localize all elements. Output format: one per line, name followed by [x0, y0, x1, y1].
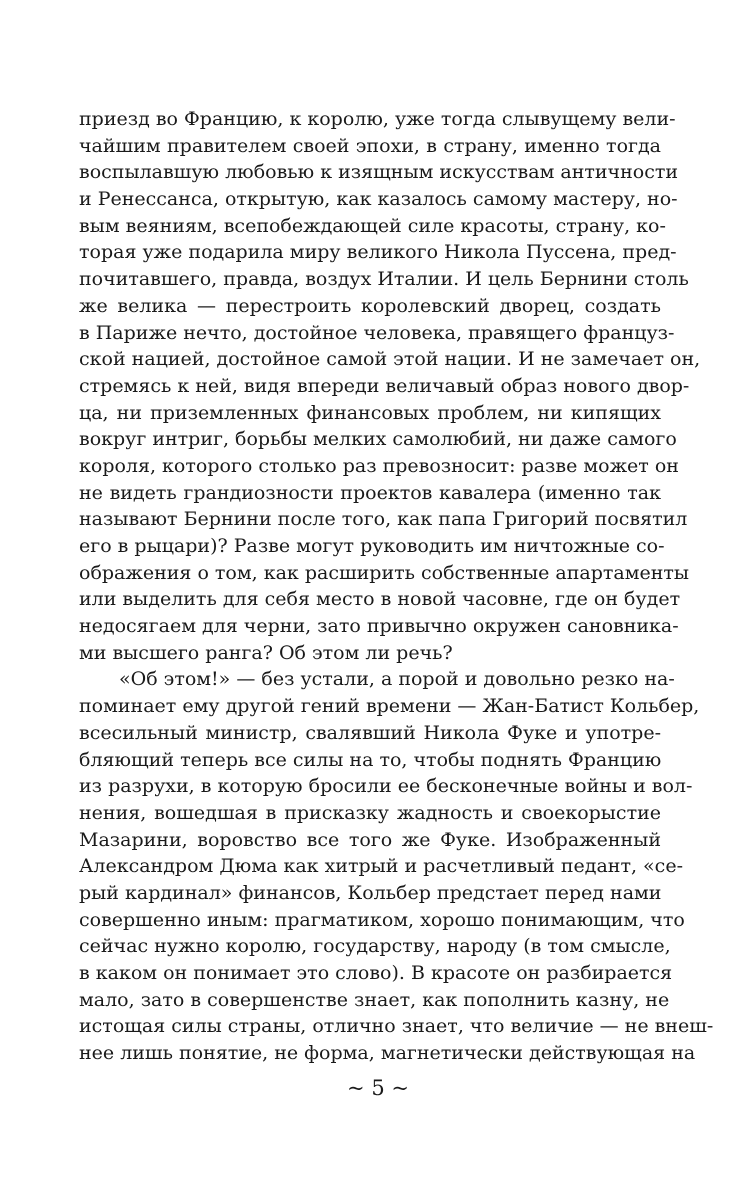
text-line: чайшим правителем своей эпохи, в страну, именно тогда — [79, 134, 661, 157]
text-line: истощая силы страны, отлично знает, что величие — не внеш- — [79, 1015, 714, 1038]
text-line: в Париже нечто, достойное человека, правящего француз- — [79, 321, 675, 344]
paragraph — [79, 106, 701, 666]
text-line: мало, зато в совершенстве знает, как пополнить казну, не — [79, 988, 670, 1011]
text-line: сейчас нужно королю, государству, народу (в том смысле, — [79, 935, 671, 958]
text-line: ми высшего ранга? Об этом ли речь? — [79, 641, 453, 664]
text-line: совершенно иным: прагматиком, хорошо понимающим, что — [79, 908, 685, 931]
text-line: ской нацией, достойное самой этой нации. И не замечает он, — [79, 348, 701, 371]
text-line: его в рыцари)? Разве могут руководить им ничтожные со- — [79, 535, 665, 557]
text-line: рый кардинал» финансов, Кольбер предстает перед нами — [79, 881, 662, 904]
text-line: и Ренессанса, открытую, как казалось самому мастеру, но- — [79, 188, 678, 211]
text-line: ображения о том, как расширить собственные апартаменты — [79, 561, 690, 584]
text-line: ца, ни приземленных финансовых проблем, ни кипящих — [79, 401, 661, 424]
text-line: называют Бернини после того, как папа Григорий посвятил — [79, 508, 688, 531]
text-line: бляющий теперь все силы на то, чтобы поднять Францию — [79, 748, 662, 771]
text-line: всесильный министр, свалявший Никола Фуке и употре- — [79, 721, 661, 744]
text-line: недосягаем для черни, зато привычно окружен сановника- — [79, 615, 679, 638]
text-line: почитавшего, правда, воздух Италии. И цель Бернини столь — [79, 268, 689, 291]
text-line: вокруг интриг, борьбы мелких самолюбий, ни даже самого — [79, 428, 677, 451]
body-text — [79, 106, 714, 1067]
text-line: не видеть грандиозности проектов кавалера (именно так — [79, 481, 661, 504]
text-line: Мазарини, воровство все того же Фуке. Изображенный — [79, 828, 661, 851]
text-line: воспылавшую любовью к изящным искусствам античности — [79, 161, 679, 184]
text-line: в каком он понимает это слово). В красоте он разбирается — [79, 962, 673, 984]
text-line: короля, которого столько раз превозносит: разве может он — [79, 454, 679, 477]
text-line: же велика — перестроить королевский дворец, создать — [79, 294, 661, 317]
text-line: «Об этом!» — без устали, а порой и довольно резко на- — [119, 668, 675, 691]
text-line: вым веяниям, всепобеждающей силе красоты, страну, ко- — [79, 214, 666, 237]
paragraph — [79, 666, 714, 1066]
text-line: торая уже подарила миру великого Никола Пуссена, пред- — [79, 241, 677, 264]
text-line: стремясь к ней, видя впереди величавый образ нового двор- — [79, 374, 690, 397]
page-number: ~ 5 ~ — [347, 1076, 409, 1100]
text-line: или выделить для себя место в новой часовне, где он будет — [79, 588, 681, 611]
text-line: нения, вошедшая в присказку жадность и своекорыстие — [79, 801, 661, 824]
text-line: из разрухи, в которую бросили ее бесконечные войны и вол- — [79, 775, 693, 798]
text-line: приезд во Францию, к королю, уже тогда слывущему вели- — [79, 108, 676, 130]
text-line: Александром Дюма как хитрый и расчетливый педант, «се- — [79, 855, 683, 878]
text-line: поминает ему другой гений времени — Жан-Батист Кольбер, — [79, 695, 700, 718]
text-line: нее лишь понятие, не форма, магнетически действующая на — [79, 1042, 696, 1065]
